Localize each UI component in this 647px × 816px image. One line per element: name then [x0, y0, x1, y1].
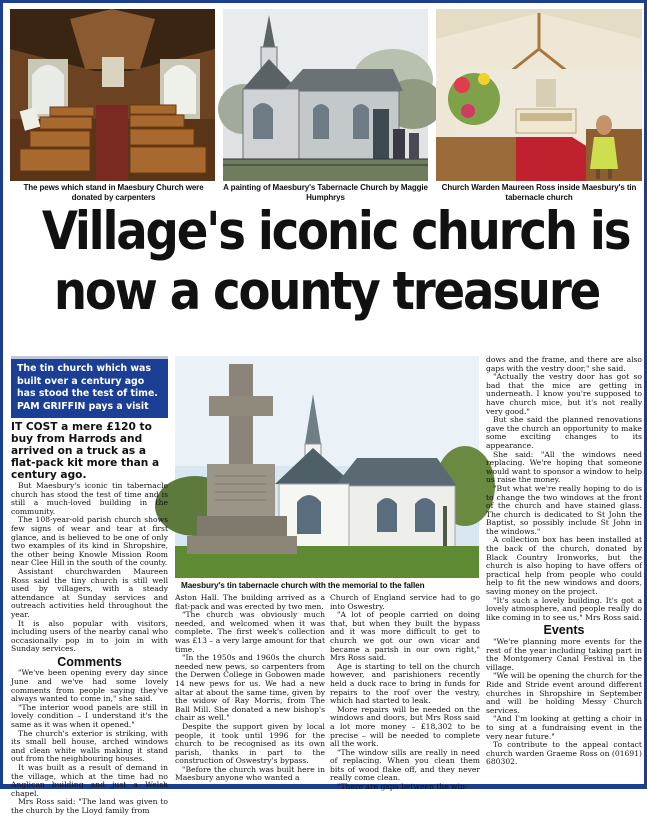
article-paragraph: "We've been opening every day since June and we've had some lovely comments from people saying they've always wanted to come in," she said. [11, 668, 168, 704]
article-paragraph: But she said the planned renovations gave the church an opportunity to make some exciting changes to its appearance. [486, 415, 642, 450]
standfirst-box [11, 356, 168, 418]
article-column-1 [11, 421, 168, 816]
caption-memorial: Maesbury's tin tabernacle church with the memorial to the fallen [181, 581, 425, 590]
article-column-2 [175, 594, 325, 783]
article-paragraph: Assistant churchwarden Maureen Ross said the tiny church is still well used by villagers, with a steady attendance at Sunday services and outreach activities held throughout the year. [11, 566, 168, 619]
caption-pews: The pews which stand in Maesbury Church were donated by carpenters [23, 183, 204, 202]
article-paragraph: "Before the church was built here in Maesbury anyone who wanted a [175, 764, 325, 783]
article-paragraph: "Actually the vestry door has got so bad that the mice are getting in underneath. I know you're supposed to have church mice, but it's not really very good." [486, 372, 642, 416]
photo-painting [223, 9, 428, 181]
article-paragraph: "The church was obviously much needed, and welcomed when it was complete. The first week's collection was £13 – a very large amount for that time. [175, 610, 325, 654]
article-paragraph: dows and the frame, and there are also gaps with the vestry door," she said. [486, 355, 642, 373]
article-paragraph: "The interior wood panels are still in lovely condition – I understand it's the same as it was when it opened." [11, 702, 168, 730]
events-heading: Events [543, 623, 585, 638]
article-paragraph: It is also popular with visitors, including users of the nearby canal who occasionally pop in to join in with Sunday services. [11, 618, 168, 654]
standfirst-author: PAM GRIFFIN pays a visit [17, 400, 149, 412]
article-paragraph: But Maesbury's iconic tin tabernacle church has stood the test of time and is still a much-loved building in the community. [11, 481, 168, 516]
article-paragraph: She said: "All the windows need replacing. We're hoping that someone would want to sponsor a window to help us raise the money. [486, 449, 642, 485]
article-paragraph: "In the 1950s and 1960s the church needed new pews, so carpenters from the Derwen College in Gobowen made 14 new pews for us. We had a new altar at about the same time, given by the widow of Ray Morris, from The Ball Mill. She donated a new bishop's chair as well." [175, 653, 325, 723]
article-paragraph: Age is starting to tell on the church however, and parishioners recently held a duck race to bring in funds for repairs to the roof over the vestry, which had started to leak. [330, 661, 480, 706]
lead-paragraph: IT COST a mere £120 to buy from Harrods and arrived on a truck as a flat-pack kit more than a century ago. [11, 421, 160, 481]
caption-warden: Church Warden Maureen Ross inside Maesbury's tin tabernacle church [441, 183, 637, 202]
caption-painting: A painting of Maesbury's Tabernacle Church by Maggie Humphrys [223, 183, 428, 202]
article-paragraph: Aston Hall. The building arrived as a flat-pack and was erected by two men. [175, 593, 325, 611]
headline-line-2: now a county treasure [53, 261, 600, 322]
article-paragraph: Church of England service had to go into Oswestry. [330, 593, 480, 611]
article-paragraph: The 108-year-old parish church shows few signs of wear and tear at first glance, and is believed to be one of only two examples of its kind in Shropshire, the other being Knowle Mission Room near Clee Hill in the south of the county. [11, 515, 168, 568]
photo-memorial [175, 356, 479, 578]
photo-warden [436, 9, 642, 181]
article-paragraph: "And I'm looking at getting a choir in to sing at a fundraising event in the very near future." [486, 714, 642, 741]
article-paragraph: "There are gaps between the win- [337, 782, 468, 792]
comments-heading: Comments [57, 654, 122, 669]
article-paragraph: "A lot of people carried on doing that, but when they built the bypass and it was more difficult to get to church we got our own vicar and became a parish in our own right," Mrs Ross said. [330, 610, 480, 663]
article-paragraph: "We will be opening the church for the Ride and Stride event around different churches in Shropshire in September and will be holding Messy Church services. [486, 671, 642, 715]
article-paragraph: It was built as a result of demand in the village, which at the time had no Anglican building and just a Welsh chapel. [11, 763, 168, 798]
article-paragraph: "But what we're really hoping to do is to change the two windows at the front of the church and have stained glass. The church is dedicated to St John the Baptist, so possibly include St John in the windows." [486, 483, 642, 536]
article-paragraph: A collection box has been installed at the back of the church, donated by Black Country Ironworks, but the church is also hoping to have offers of practical help from people who could help to fit the new windows and doors, saving money on the project. [486, 535, 642, 597]
article-paragraph: Mrs Ross said: "The land was given to the church by the Lloyd family from [11, 797, 168, 815]
article-paragraph: More repairs will be needed on the windows and doors, but Mrs Ross said a lot more money – £18,302 to be precise – will be needed to complete all the work. [330, 704, 480, 749]
article-paragraph: "It's such a lovely building. It's got a lovely atmosphere, and people really do like coming in to see us," Mrs Ross said. [486, 595, 642, 622]
article-paragraph: To contribute to the appeal contact church warden Graeme Ross on (01691) 680302. [486, 740, 642, 767]
article-paragraph: "We're planning more events for the rest of the year including taking part in the Montgomery Canal Festival in the village. [486, 637, 642, 672]
photo-pews [10, 9, 215, 181]
article-paragraph: The church's exterior is striking, with its small bell house, arched windows and clean white walls making it stand out from the neighbouring houses. [11, 728, 168, 764]
headline-line-1: Village's iconic church is [41, 201, 630, 262]
article-paragraph: "The window sills are really in need of replacing. When you clean them bits of wood flake off, and they never really come clean. [330, 747, 480, 783]
article-column-4 [486, 356, 642, 767]
article-paragraph: Despite the support given by local people, it took until 1996 for the church to be recognised as its own parish, thanks in part to the construction of Oswestry's bypass. [175, 721, 325, 766]
standfirst-text: The tin church which was built over a century ago has stood the test of time. [17, 363, 158, 399]
article-column-3 [330, 594, 480, 792]
